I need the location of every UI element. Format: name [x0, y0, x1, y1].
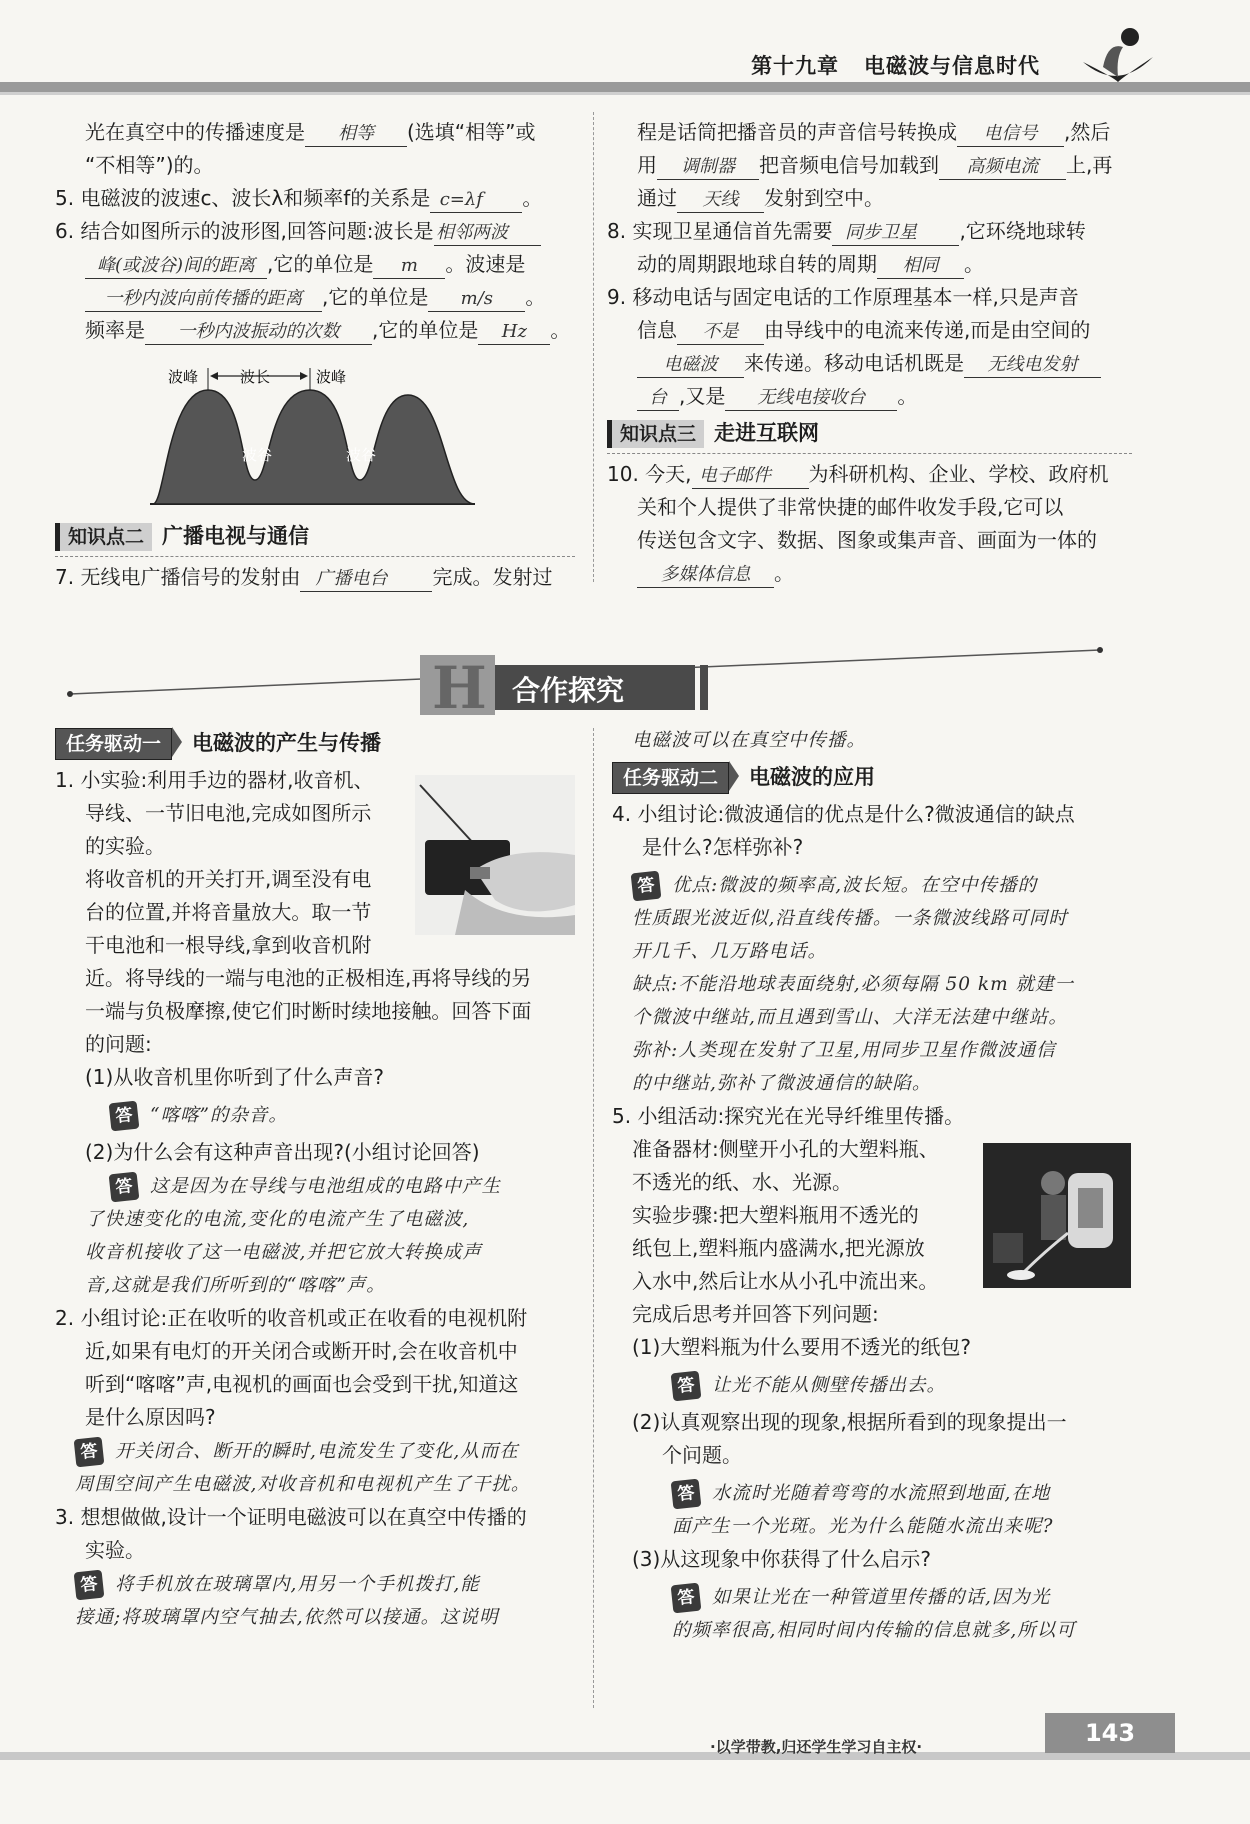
crest-label-2: 波峰 [316, 368, 347, 386]
crest-label-1: 波峰 [168, 368, 199, 386]
answer-text: 弥补:人类现在发射了卫星,用同步卫星作微波通信 [632, 1040, 1056, 1061]
text: 频率是 [85, 318, 145, 342]
header-bar [0, 82, 1250, 92]
question-7: 7. 无线电广播信号的发射由 [55, 565, 301, 589]
text: 光在真空中的传播速度是 [85, 120, 305, 144]
answer-icon: 答 [74, 1436, 105, 1467]
answer-blank: 相同 [877, 254, 964, 279]
text: 的问题: [85, 1032, 152, 1056]
footer-bar [0, 1752, 1250, 1760]
text: 关和个人提供了非常快捷的邮件收发手段,它可以 [637, 495, 1064, 519]
task-arrow-icon [172, 727, 182, 757]
section-divider [60, 640, 1110, 730]
answer-text: “喀喀”的杂音。 [150, 1105, 288, 1126]
question-2: 2. 小组讨论:正在收听的收音机或正在收看的电视机附 [55, 1306, 528, 1330]
section-2 [55, 520, 575, 594]
task-arrow-icon [729, 761, 739, 791]
waveform-diagram [150, 360, 480, 510]
book-logo-icon [1078, 22, 1158, 92]
answer-blank: m [373, 254, 445, 279]
text: (选填“相等”或 [407, 120, 536, 144]
task-title: 电磁波的产生与传播 [192, 731, 382, 755]
chapter-title: 电磁波与信息时代 [864, 54, 1040, 78]
task-tag: 任务驱动二 [612, 762, 729, 794]
wavelength-label: 波长 [240, 368, 271, 386]
answer-icon: 答 [74, 1569, 105, 1600]
text: ,它的单位是 [267, 252, 374, 276]
answer-blank: 峰(或波谷)间的距离 [85, 254, 267, 279]
question-1: 1. 小实验:利用手边的器材,收音机、 [55, 768, 374, 792]
answer-text: 的中继站,弥补了微波通信的缺陷。 [632, 1073, 932, 1094]
answer-text: 这是因为在导线与电池组成的电路中产生 [150, 1176, 502, 1197]
text: 将收音机的开关打开,调至没有电 [85, 867, 372, 891]
answer-text: 电磁波可以在真空中传播。 [632, 730, 867, 751]
text: 个问题。 [662, 1443, 742, 1467]
answer-icon: 答 [671, 1582, 702, 1613]
text: 。波速是 [445, 252, 526, 276]
text: 导线、一节旧电池,完成如图所示 [85, 801, 372, 825]
answer-blank: 同步卫星 [832, 221, 959, 246]
question-4: 4. 小组讨论:微波通信的优点是什么?微波通信的缺点 [612, 802, 1075, 826]
answer-icon: 答 [109, 1100, 140, 1131]
text: 一端与负极摩擦,使它们时断时续地接触。回答下面 [85, 999, 532, 1023]
answer-blank: 无线电发射 [964, 353, 1101, 378]
text: 实验步骤:把大塑料瓶用不透光的 [632, 1203, 919, 1227]
answer-text: 优点:微波的频率高,波长短。在空中传播的 [672, 875, 1038, 896]
answer-blank: 天线 [677, 188, 764, 213]
answer-icon: 答 [109, 1171, 140, 1202]
text: ,然后 [1064, 120, 1111, 144]
answer-blank: 台 [637, 386, 679, 411]
divider-letter: H [432, 654, 487, 722]
text: 听到“喀喀”声,电视机的画面也会受到干扰,知道这 [85, 1372, 519, 1396]
text: ,它的单位是 [372, 318, 479, 342]
answer-icon: 答 [671, 1370, 702, 1401]
answer-blank: 调制器 [657, 155, 759, 180]
sub-question: (2)认真观察出现的现象,根据所看到的现象提出一 [632, 1410, 1067, 1434]
answer-text: 性质跟光波近似,沿直线传播。一条微波线路可同时 [632, 908, 1068, 929]
text: 动的周期跟地球自转的周期 [637, 252, 877, 276]
task-title: 电磁波的应用 [749, 765, 876, 789]
answer-icon: 答 [671, 1478, 702, 1509]
answer-blank: 广播电台 [300, 567, 432, 592]
text: 来传递。移动电话机既是 [744, 351, 964, 375]
answer-blank: 不是 [677, 320, 764, 345]
text: 由导线中的电流来传递,而是由空间的 [764, 318, 1091, 342]
text: 是什么原因吗? [85, 1405, 216, 1429]
text: 准备器材:侧壁开小孔的大塑料瓶、 [632, 1137, 939, 1161]
answer-blank: 相等 [305, 122, 407, 147]
question-9: 9. 移动电话与固定电话的工作原理基本一样,只是声音 [607, 285, 1079, 309]
answer-text: 让光不能从侧壁传播出去。 [712, 1375, 947, 1396]
text: ,它的单位是 [322, 285, 429, 309]
trough-label-2: 波谷 [346, 446, 377, 464]
text: 近,如果有电灯的开关闭合或断开时,会在收音机中 [85, 1339, 518, 1363]
answer-blank: 电磁波 [637, 353, 744, 378]
column-divider [593, 112, 594, 582]
answer-text: 面产生一个光斑。光为什么能随水流出来呢? [672, 1516, 1054, 1537]
answer-text: 开几千、几万路电话。 [632, 941, 828, 962]
question-5: 5. 电磁波的波速c、波长λ和频率f的关系是 [55, 186, 431, 210]
text: 信息 [637, 318, 677, 342]
text: 的实验。 [85, 834, 165, 858]
answer-blank: 多媒体信息 [637, 563, 774, 588]
answer-text: 个微波中继站,而且遇到雪山、大洋无法建中继站。 [632, 1007, 1068, 1028]
text: 不透光的纸、水、光源。 [632, 1170, 852, 1194]
answer-blank: 无线电接收台 [725, 386, 897, 411]
header-bar-shadow [0, 92, 1250, 95]
chapter-header [751, 50, 1040, 80]
text: 发射到空中。 [764, 186, 884, 210]
text: 完成。发射过 [432, 565, 553, 589]
answer-blank: 相邻两波 [434, 221, 541, 246]
answer-text: 将手机放在玻璃罩内,用另一个手机拨打,能 [115, 1574, 480, 1595]
text: 。 [522, 186, 543, 210]
answer-text: 收音机接收了这一电磁波,并把它放大转换成声 [85, 1242, 482, 1263]
answer-blank: 一秒内波向前传播的距离 [85, 287, 322, 312]
answer-text: 音,这就是我们所听到的“喀喀”声。 [85, 1275, 386, 1296]
text: 入水中,然后让水从小孔中流出来。 [632, 1269, 939, 1293]
text: 近。将导线的一端与电池的正极相连,再将导线的另 [85, 966, 532, 990]
answer-blank: 高频电流 [939, 155, 1066, 180]
section-title: 走进互联网 [714, 421, 820, 445]
text: 台的位置,并将音量放大。取一节 [85, 900, 372, 924]
question-10: 10. 今天, [607, 462, 692, 486]
answer-text: 了快速变化的电流,变化的电流产生了电磁波, [85, 1209, 470, 1230]
text: 把音频电信号加载到 [759, 153, 939, 177]
divider-title: 合作探究 [512, 674, 625, 707]
text: 。 [897, 384, 918, 408]
answer-blank: m/s [428, 287, 525, 312]
top-left-column [55, 116, 575, 347]
section-title: 广播电视与通信 [162, 524, 310, 548]
text: 。 [774, 561, 794, 585]
column-divider [593, 728, 594, 1708]
task-tag: 任务驱动一 [55, 728, 172, 760]
text: 是什么?怎样弥补? [642, 835, 804, 859]
text: ,它环绕地球转 [959, 219, 1086, 243]
text: 完成后思考并回答下列问题: [632, 1302, 879, 1326]
question-6: 6. 结合如图所示的波形图,回答问题:波长是 [55, 219, 434, 243]
answer-text: 水流时光随着弯弯的水流照到地面,在地 [712, 1483, 1051, 1504]
answer-blank: Hz [478, 320, 550, 345]
text: 实验。 [85, 1538, 145, 1562]
sub-question: (3)从这现象中你获得了什么启示? [632, 1547, 931, 1571]
section-tag: 知识点三 [607, 420, 704, 448]
answer-text: 周围空间产生电磁波,对收音机和电视机产生了干扰。 [75, 1474, 531, 1495]
text: 。 [525, 285, 546, 309]
chapter-number: 第十九章 [751, 54, 840, 78]
light-fiber-experiment-photo [983, 1143, 1131, 1288]
sub-question: (1)从收音机里你听到了什么声音? [85, 1065, 384, 1089]
section-tag: 知识点二 [55, 523, 152, 551]
answer-blank: c=λf [430, 188, 522, 213]
text: 上,再 [1066, 153, 1113, 177]
text: 。 [550, 318, 571, 342]
text: 传送包含文字、数据、图象或集声音、画面为一体的 [637, 528, 1097, 552]
text: 。 [964, 252, 984, 276]
question-5: 5. 小组活动:探究光在光导纤维里传播。 [612, 1104, 965, 1128]
text: 用 [637, 153, 657, 177]
answer-text: 缺点:不能沿地球表面绕射,必须每隔 50 km 就建一 [632, 974, 1075, 995]
trough-label-1: 波谷 [242, 446, 273, 464]
answer-blank: 电子邮件 [692, 464, 809, 489]
answer-blank: 电信号 [957, 122, 1064, 147]
radio-experiment-photo [415, 775, 575, 935]
text: 为科研机构、企业、学校、政府机 [808, 462, 1109, 486]
text: 纸包上,塑料瓶内盛满水,把光源放 [632, 1236, 925, 1260]
answer-text: 接通;将玻璃罩内空气抽去,依然可以接通。这说明 [75, 1607, 499, 1628]
text: 通过 [637, 186, 677, 210]
text: 干电池和一根导线,拿到收音机附 [85, 933, 372, 957]
question-3: 3. 想想做做,设计一个证明电磁波可以在真空中传播的 [55, 1505, 527, 1529]
answer-text: 开关闭合、断开的瞬时,电流发生了变化,从而在 [115, 1441, 519, 1462]
answer-icon: 答 [631, 870, 662, 901]
page-number: 143 [1045, 1713, 1175, 1753]
answer-blank: 一秒内波振动的次数 [145, 320, 372, 345]
sub-question: (1)大塑料瓶为什么要用不透光的纸包? [632, 1335, 971, 1359]
question-8: 8. 实现卫星通信首先需要 [607, 219, 833, 243]
text: “不相等”)的。 [85, 153, 214, 177]
sub-question: (2)为什么会有这种声音出现?(小组讨论回答) [85, 1140, 480, 1164]
answer-text: 的频率很高,相同时间内传输的信息就多,所以可 [672, 1620, 1076, 1641]
top-right-column [607, 116, 1132, 590]
text: 程是话筒把播音员的声音信号转换成 [637, 120, 957, 144]
footer-slogan: ·以学带教,归还学生学习自主权· [710, 1738, 923, 1756]
answer-text: 如果让光在一种管道里传播的话,因为光 [712, 1587, 1051, 1608]
text: ,又是 [679, 384, 726, 408]
